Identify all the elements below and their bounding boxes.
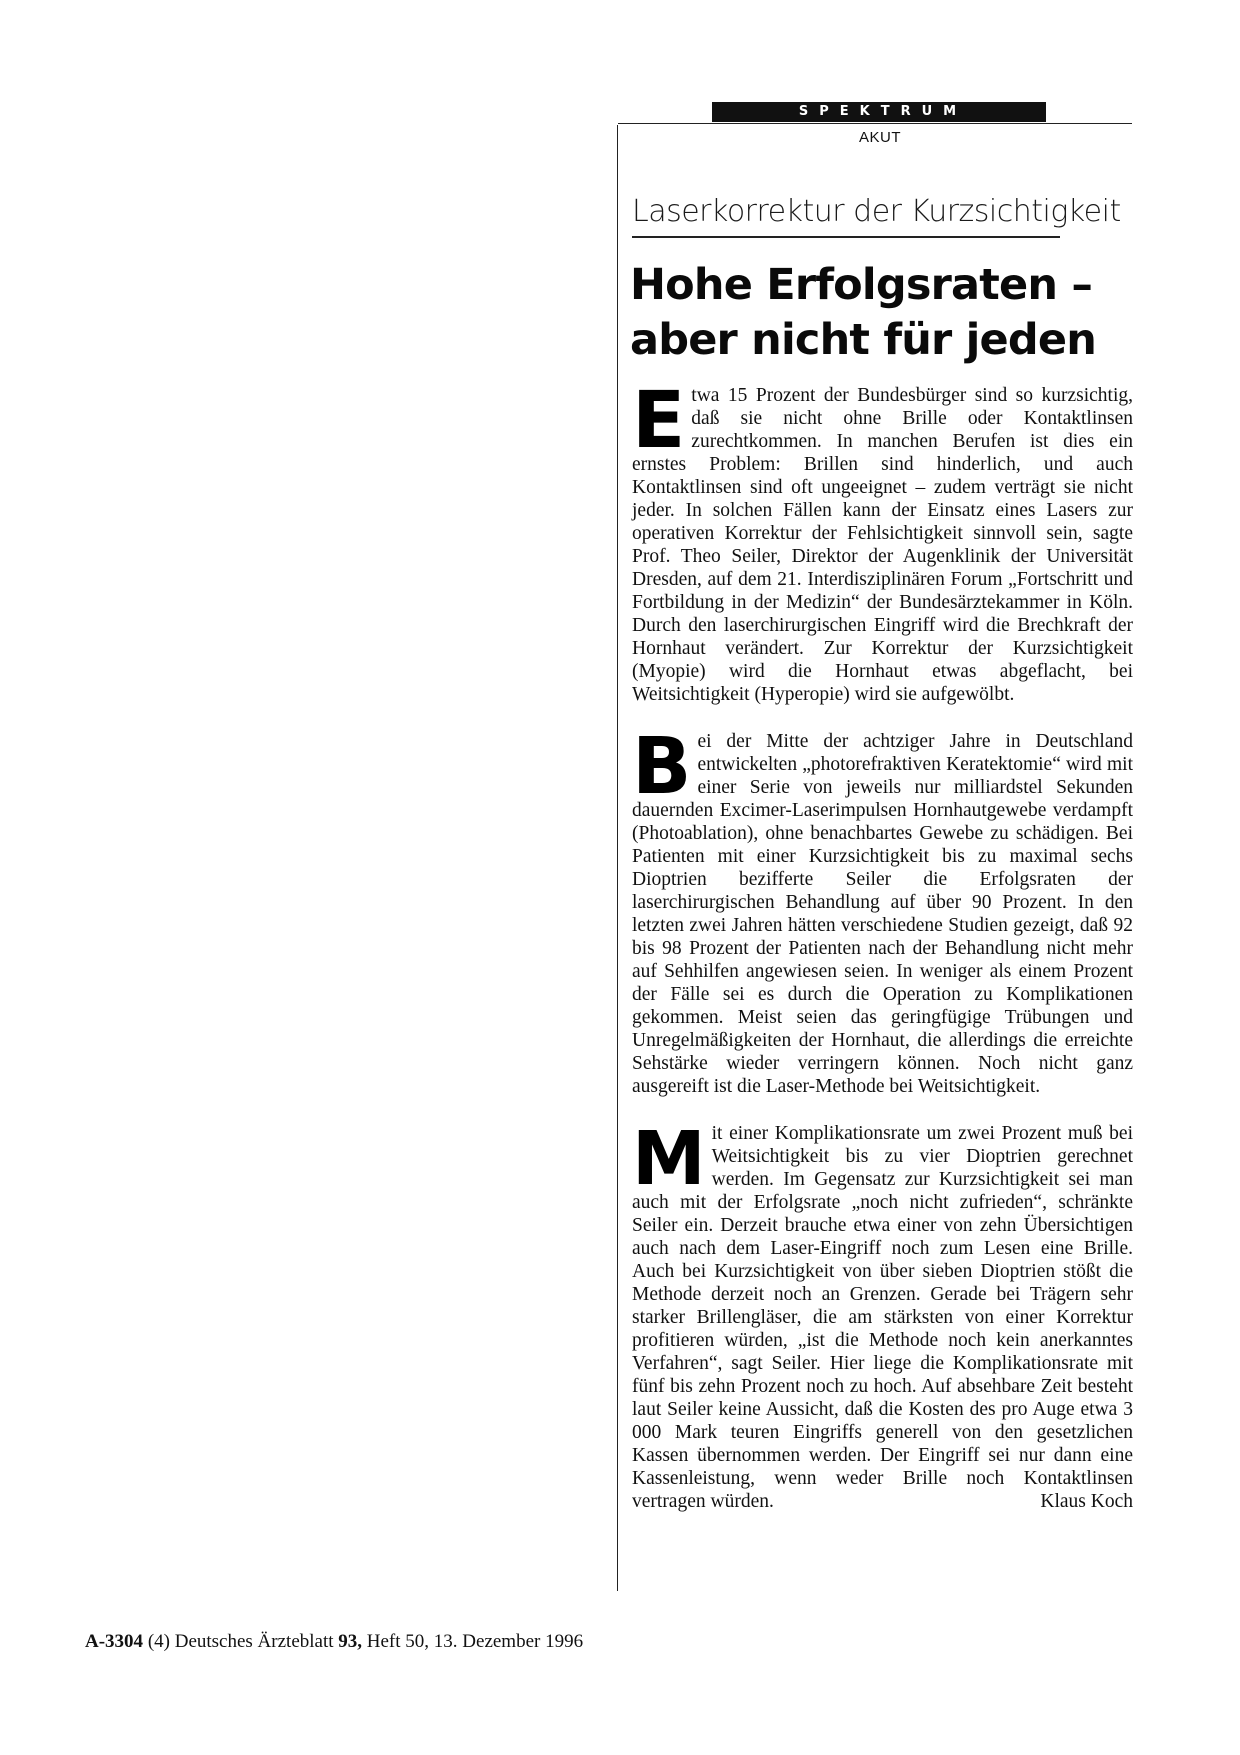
paragraph-3-text: it einer Komplikationsrate um zwei Prozent muß bei Weitsichtigkeit bis zu vier Dioptrien gerechnet werden. Im Gegensatz zur Kurzsichtigkeit sei man auch mit der Erfolgsrate „noch nicht zufrieden“, schränkte Seiler ein. Derzeit brauche etwa einer von zehn Übersichtigen auch nach dem Laser-Eingriff noch zum Lesen eine Brille. Auch bei Kurzsichtigkeit von über sieben Dioptrien stößt die Methode derzeit noch an Grenzen. Gerade bei Trägern sehr starker Brillengläser, die am stärksten von einer Korrektur profitieren würden, „ist die Methode noch kein anerkanntes Verfahren“, sagt Seiler. Hier liege die Komplikationsrate mit fünf bis zehn Prozent noch zu hoch. Auf absehbare Zeit besteht laut Seiler keine Aussicht, daß die Kosten des pro Auge etwa 3 000 Mark teuren Eingriffs generell von den gesetzlichen Kassen übernommen werden. Der Eingriff sei nur dann eine Kassenleistung, wenn weder Brille noch Kontaktlinsen vertragen würden.: [632, 1123, 1133, 1512]
section-header: SPEKTRUM: [712, 102, 1046, 122]
headline-line-2: aber nicht für jeden: [630, 315, 1097, 365]
footer-page-number: (4): [147, 1631, 170, 1652]
dropcap-e: E: [632, 376, 686, 466]
footer-journal: Deutsches Ärzteblatt: [174, 1631, 334, 1652]
column-divider: [617, 125, 618, 1591]
page-footer: [85, 1631, 583, 1653]
footer-issue-date: Heft 50, 13. Dezember 1996: [366, 1631, 584, 1652]
article-headline: [630, 258, 1140, 368]
dropcap-b: B: [632, 722, 692, 812]
paragraph-1-text: twa 15 Prozent der Bundesbürger sind so kurzsichtig, daß sie nicht ohne Brille oder Kontaktlinsen zurechtkommen. In manchen Berufen ist dies ein ernstes Problem: Brillen sind hinderlich, und auch Kontaktlinsen sind oft ungeeignet – zudem verträgt sie nicht jeder. In solchen Fällen kann der Einsatz eines Lasers zur operativen Korrektur der Fehlsichtigkeit sinnvoll sein, sagte Prof. Theo Seiler, Direktor der Augenklinik der Universität Dresden, auf dem 21. Interdisziplinären Forum „Fortschritt und Fortbildung in der Medizin“ der Bundesärztekammer in Köln. Durch den laserchirurgischen Eingriff wird die Brechkraft der Hornhaut verändert. Zur Korrektur der Kurzsichtigkeit (Myopie) wird die Hornhaut etwas abgeflacht, bei Weitsichtigkeit (Hyperopie) wird sie aufgewölbt.: [632, 385, 1133, 705]
paragraph-2-text: ei der Mitte der achtziger Jahre in Deutschland entwickelten „photorefraktiven Keratektomie“ wird mit einer Serie von jeweils nur milliardstel Sekunden dauernden Excimer-Laserimpulsen Hornhautgewebe verdampft (Photoablation), ohne benachbartes Gewebe zu schädigen. Bei Patienten mit einer Kurzsichtigkeit bis zu maximal sechs Dioptrien bezifferte Seiler die Erfolgsraten der laserchirurgischen Behandlung auf über 90 Prozent. In den letzten zwei Jahren hätten verschiedene Studien gezeigt, daß 92 bis 98 Prozent der Patienten nach der Behandlung nicht mehr auf Sehhilfen angewiesen seien. In weniger als einem Prozent der Fälle sei es durch die Operation zu Komplikationen gekommen. Meist seien das geringfügige Trübungen und Unregelmäßigkeiten der Hornhaut, die allerdings die erreichte Sehstärke wieder verringern können. Noch nicht ganz ausgereift ist die Laser-Methode bei Weitsichtigkeit.: [632, 731, 1133, 1097]
kicker-underline: [632, 236, 1060, 238]
dropcap-m: M: [632, 1116, 706, 1202]
article-body: [632, 376, 1133, 1537]
footer-page-code: A-3304: [85, 1631, 144, 1652]
author-name: Klaus Koch: [1040, 1491, 1133, 1512]
article-kicker: Laserkorrektur der Kurzsichtigkeit: [632, 194, 1121, 229]
footer-volume: 93,: [338, 1631, 363, 1652]
headline-line-1: Hohe Erfolgsraten –: [630, 260, 1093, 310]
paragraph-2: [632, 722, 1133, 1098]
header-rule: [618, 123, 1132, 124]
paragraph-3: [632, 1116, 1133, 1513]
paragraph-1: [632, 376, 1133, 706]
subsection-label: AKUT: [858, 129, 901, 146]
